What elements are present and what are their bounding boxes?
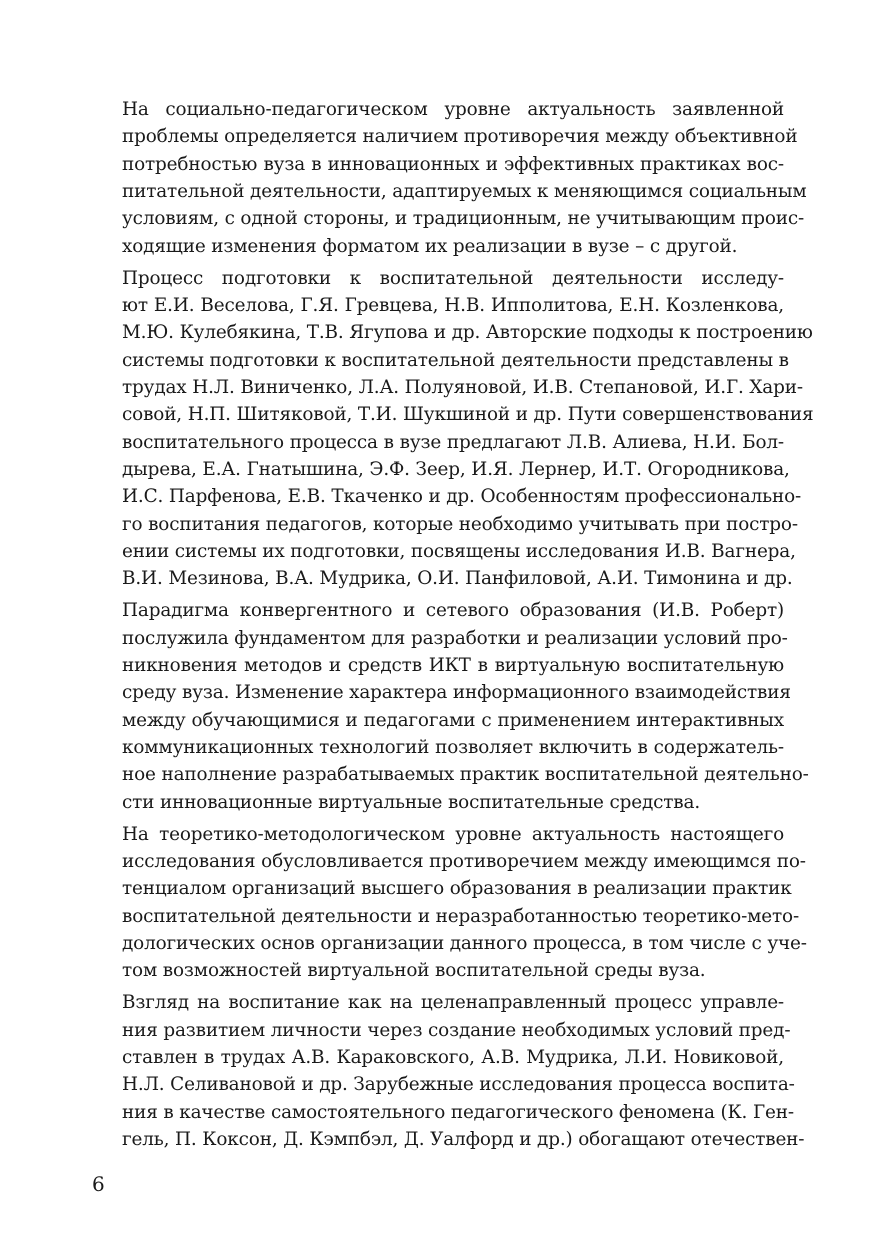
paragraph-4 [122,821,807,985]
text-line: коммуникационных технологий позволяет включить в содержатель- [122,737,784,759]
text-line: гель, П. Коксон, Д. Кэмпбэл, Д. Уалфорд и др.) обогащают отечествен- [122,1129,805,1151]
text-line: В.И. Мезинова, В.А. Мудрика, О.И. Панфиловой, А.И. Тимонина и др. [122,568,793,590]
text-line: никновения методов и средств ИКТ в виртуальную воспитательную [122,655,784,677]
text-line: среду вуза. Изменение характера информационного взаимодействия [122,682,791,704]
text-line: ении системы их подготовки, посвящены исследования И.В. Вагнера, [122,541,796,563]
text-line: ставлен в трудах А.В. Караковского, А.В. Мудрика, Л.И. Новиковой, [122,1047,784,1069]
text-line: между обучающимися и педагогами с применением интерактивных [122,709,784,731]
text-line: На социально-педагогическом уровне актуальность заявленной [122,99,784,120]
text-line: послужила фундаментом для разработки и реализации условий про- [122,627,788,649]
text-line: ное наполнение разрабатываемых практик воспитательной деятельно- [122,764,809,786]
text-line: совой, Н.П. Шитяковой, Т.И. Шукшиной и др. Пути совершенствования [122,404,814,426]
text-line: дологических основ организации данного процесса, в том числе с уче- [122,933,807,955]
text-line: тенциалом организаций высшего образования в реализации практик [122,878,792,900]
text-line: ходящие изменения форматом их реализации в вузе – с другой. [122,235,738,257]
text-line: ния развитием личности через создание необходимых условий пред- [122,1019,791,1041]
text-line: проблемы определяется наличием противоречия между объективной [122,126,798,148]
text-line: Парадигма конвергентного и сетевого образования (И.В. Роберт) [122,600,784,622]
text-line: Н.Л. Селивановой и др. Зарубежные исследования процесса воспита- [122,1074,795,1096]
text-line: го воспитания педагогов, которые необходимо учитывать при постро- [122,513,798,535]
paragraph-5 [122,989,805,1153]
text-line: Взгляд на воспитание как на целенаправленный процесс управле- [122,992,784,1014]
text-line: ют Е.И. Веселова, Г.Я. Гревцева, Н.В. Ипполитова, Е.Н. Козленкова, [122,295,784,316]
text-line: воспитательного процесса в вузе предлагают Л.В. Алиева, Н.И. Бол- [122,431,784,453]
text-line: И.С. Парфенова, Е.В. Ткаченко и др. Особенностям профессионально- [122,486,802,508]
text-line: дырева, Е.А. Гнатышина, Э.Ф. Зеер, И.Я. Лернер, И.Т. Огородникова, [122,459,790,481]
text-line: ния в качестве самостоятельного педагогического феномена (К. Ген- [122,1101,794,1123]
text-line: воспитательной деятельности и неразработанностью теоретико-мето- [122,905,800,927]
paragraph-2 [122,265,814,593]
text-line: трудах Н.Л. Виниченко, Л.А. Полуяновой, И.В. Степановой, И.Г. Хари- [122,377,803,399]
paragraph-1 [122,96,807,260]
paragraph-3 [122,597,809,816]
body-text [122,96,814,1158]
page-number: 6 [92,1172,105,1196]
text-line: На теоретико-методологическом уровне актуальность настоящего [122,823,784,845]
text-line: Процесс подготовки к воспитательной деятельности исследу- [122,267,784,289]
text-line: питательной деятельности, адаптируемых к меняющимся социальным [122,181,807,203]
text-line: потребностью вуза в инновационных и эффективных практиках вос- [122,153,784,175]
text-line: сти инновационные виртуальные воспитательные средства. [122,791,701,813]
text-line: М.Ю. Кулебякина, Т.В. Ягупова и др. Авторские подходы к построению [122,322,813,344]
text-line: том возможностей виртуальной воспитательной среды вуза. [122,960,706,982]
text-line: исследования обусловливается противоречием между имеющимся по- [122,851,806,873]
text-line: системы подготовки к воспитательной деятельности представлены в [122,349,789,371]
text-line: условиям, с одной стороны, и традиционным, не учитывающим проис- [122,208,805,230]
